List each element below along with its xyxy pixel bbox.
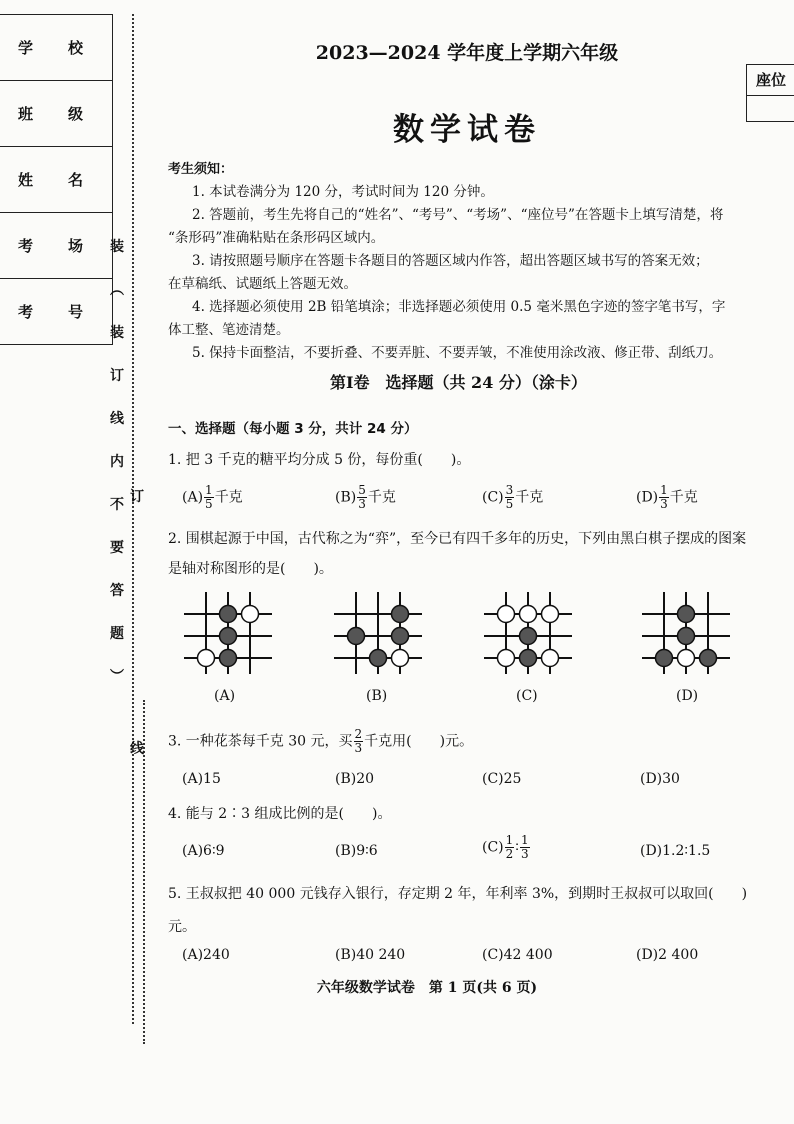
binding-char-ding: 订 [130,489,144,505]
go-pattern-c [482,586,574,678]
option-label: (C) [482,489,504,506]
question-5-line2: 元。 [168,919,196,935]
binding-vertical-text [109,236,125,686]
fraction [520,834,530,861]
info-label: 班 [18,105,34,123]
info-label: 号 [68,303,84,321]
go-label-d: (D) [676,688,699,704]
binding-char: 答 [110,583,124,599]
numerator: 1 [205,483,213,497]
denominator: 3 [520,847,529,861]
go-pattern-a [182,586,274,678]
info-label: 级 [68,105,84,123]
numerator: 1 [520,833,529,847]
notice-item: 在草稿纸、试题纸上答题无效。 [168,276,357,292]
info-label: 场 [68,237,84,255]
fraction [204,484,214,511]
binding-char: 订 [110,368,124,384]
unit: 千克 [367,489,396,506]
option-label: (D) [636,489,659,506]
fraction [354,728,364,755]
binding-char: 要 [110,540,124,556]
unit: 千克 [515,489,544,506]
info-label: 名 [68,171,84,189]
q4-option-c [482,834,531,861]
q5-option-b: (B)40 240 [335,947,406,963]
binding-char: 装 [110,239,124,255]
question-2-line2: 是轴对称图形的是( )。 [168,561,333,577]
q3-option-c: (C)25 [482,771,522,787]
info-label: 考 [18,303,34,321]
info-label: 学 [18,39,34,57]
q3-option-b: (B)20 [335,771,375,787]
q4-option-a: (A)6∶9 [182,843,225,859]
section-title: 第Ⅰ卷 选择题（共 24 分）（涂卡） [330,373,587,392]
denominator: 3 [660,497,668,511]
q3-option-d: (D)30 [640,771,680,787]
info-row-number [0,279,112,344]
numerator: 1 [505,833,514,847]
binding-char: 内 [110,454,124,470]
info-label: 考 [18,237,34,255]
go-pattern-d [640,586,732,678]
exam-subject: 数学试卷 [393,112,541,148]
notice-item: 4. 选择题必须使用 2B 铅笔填涂；非选择题必须使用 0.5 毫米黑色字迹的签字笔书写，字 [192,299,726,315]
q5-option-c: (C)42 400 [482,947,553,963]
info-row-name [0,147,112,213]
notice-item: 3. 请按照题号顺序在答题卡各题目的答题区域内作答，超出答题区域书写的答案无效； [192,253,709,269]
fraction [659,484,669,511]
page-footer: 六年级数学试卷 第 1 页(共 6 页) [316,980,538,996]
unit: 千克 [669,489,698,506]
binding-char-xian: 线 [130,741,144,757]
denominator: 3 [358,497,366,511]
binding-char: 装 [110,325,124,341]
denominator: 5 [505,497,514,511]
binding-char: ︵ [110,282,124,298]
question-5-line1: 5. 王叔叔把 40 000 元钱存入银行，存定期 2 年，年利率 3%，到期时王叔叔可以取回( ) [168,886,748,902]
numerator: 1 [660,483,668,497]
q1-option-c [482,484,543,511]
notice-item: 5. 保持卡面整洁，不要折叠、不要弄脏、不要弄皱，不准使用涂改液、修正带、刮纸刀。 [192,345,723,361]
notice-item: 体工整、笔迹清楚。 [168,322,290,338]
go-label-b: (B) [366,688,388,704]
option-label: (B) [335,489,357,506]
numerator: 3 [505,483,514,497]
q5-option-d: (D)2 400 [636,947,699,963]
q1-option-a [182,484,243,511]
seat-label: 座位 [756,71,787,89]
notice-head: 考生须知： [168,162,234,177]
binding-char: 题 [110,626,124,642]
binding-char: 线 [110,411,124,427]
question-3 [168,728,473,755]
numerator: 5 [358,483,366,497]
seat-divider [747,95,794,96]
q1-option-b [335,484,396,511]
ratio-sign: ∶ [515,839,519,856]
numerator: 2 [354,727,363,741]
go-pattern-b [332,586,424,678]
question-4: 4. 能与 2∶3 组成比例的是( )。 [168,806,392,822]
notice-item: 2. 答题前，考生先将自己的“姓名”、“考号”、“考场”、“座位号”在答题卡上填写清楚，将 [192,207,724,223]
question-2-line1: 2. 围棋起源于中国，古代称之为“弈”，至今已有四千多年的历史，下列由黑白棋子摆成的图案 [168,531,747,547]
notice-item: “条形码”准确粘贴在条形码区域内。 [168,230,385,246]
exam-notice [168,158,794,365]
info-label: 姓 [18,171,34,189]
go-label-c: (C) [516,688,538,704]
part-title: 一、选择题（每小题 3 分，共计 24 分） [168,421,418,437]
denominator: 5 [205,497,213,511]
binding-char: ︶ [110,669,124,685]
fraction [505,484,515,511]
option-label: (C) [482,839,504,856]
go-label-a: (A) [214,688,236,704]
info-row-room [0,213,112,279]
q3-text: 3. 一种花茶每千克 30 元，买 [168,733,353,750]
q4-option-d: (D)1.2∶1.5 [640,843,711,859]
q4-option-b: (B)9∶6 [335,843,378,859]
question-1: 1. 把 3 千克的糖平均分成 5 份，每份重( )。 [168,452,471,468]
q3-text: 千克用( )元。 [364,733,474,750]
binding-char: 不 [110,497,124,513]
q3-option-a: (A)15 [182,771,221,787]
q1-option-d [636,484,698,511]
binding-line-right [132,14,134,1024]
fraction [505,834,515,861]
option-label: (A) [182,489,204,506]
denominator: 2 [505,847,514,861]
info-label: 校 [68,39,84,57]
fraction [357,484,367,511]
unit: 千克 [214,489,243,506]
exam-title: 2023—2024 学年度上学期六年级 [315,42,619,64]
q5-option-a: (A)240 [182,947,230,963]
notice-item: 1. 本试卷满分为 120 分，考试时间为 120 分钟。 [192,184,494,200]
denominator: 3 [354,741,363,755]
